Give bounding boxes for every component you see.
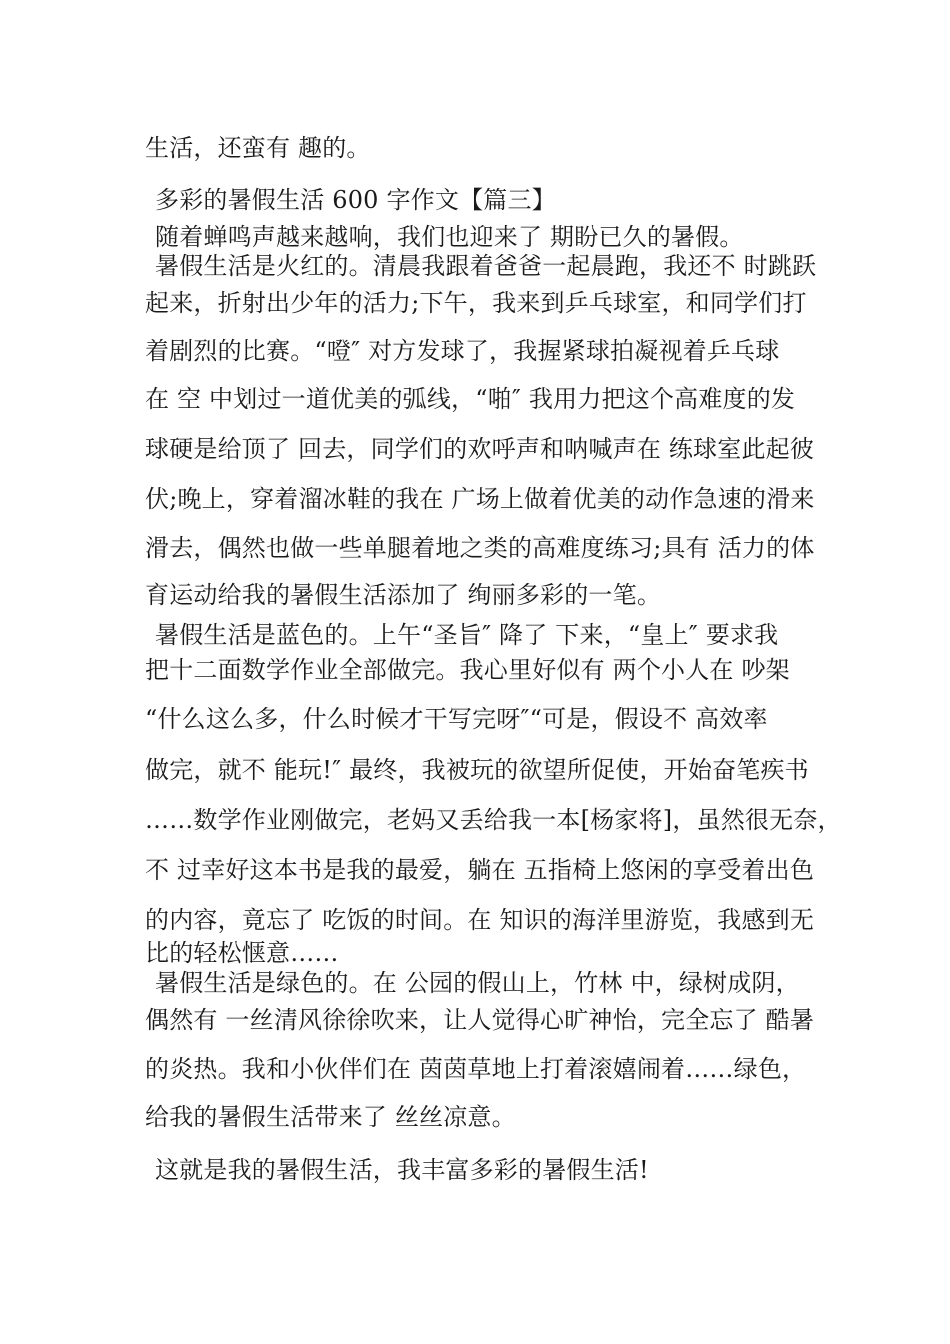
paragraph-line: “什么这么多，什么时候才干写完呀″“可是，假设不 高效率 bbox=[145, 705, 768, 733]
paragraph-line: 比的轻松惬意…… bbox=[145, 939, 339, 967]
paragraph-line: 伏;晚上，穿着溜冰鞋的我在 广场上做着优美的动作急速的滑来 bbox=[145, 485, 815, 513]
paragraph-line: 暑假生活是火红的。清晨我跟着爸爸一起晨跑，我还不 时跳跃 bbox=[155, 252, 817, 280]
paragraph-line: 着剧烈的比赛。“噔″ 对方发球了，我握紧球拍凝视着乒乓球 bbox=[145, 337, 780, 365]
paragraph-line: 暑假生活是蓝色的。上午“圣旨″ 降了 下来，“皇上″ 要求我 bbox=[155, 621, 779, 649]
paragraph-line: 育运动给我的暑假生活添加了 绚丽多彩的一笔。 bbox=[145, 581, 662, 609]
closing-line: 这就是我的暑假生活，我丰富多彩的暑假生活! bbox=[155, 1156, 649, 1184]
paragraph-line: 暑假生活是绿色的。在 公园的假山上，竹林 中，绿树成阴， bbox=[155, 969, 800, 997]
paragraph-line: 做完，就不 能玩!″ 最终，我被玩的欲望所促使，开始奋笔疾书 bbox=[145, 756, 809, 784]
essay-heading: 多彩的暑假生活 600 字作文【篇三】 bbox=[155, 186, 556, 214]
paragraph-line: 随着蝉鸣声越来越响，我们也迎来了 期盼已久的暑假。 bbox=[155, 223, 744, 251]
paragraph-line: 偶然有 一丝清风徐徐吹来，让人觉得心旷神怡，完全忘了 酷暑 bbox=[145, 1006, 815, 1034]
intro-tail-line: 生活，还蛮有 趣的。 bbox=[145, 134, 371, 162]
paragraph-line: 不 过幸好这本书是我的最爱，躺在 五指椅上悠闲的享受着出色 bbox=[145, 856, 815, 884]
paragraph-line: 把十二面数学作业全部做完。我心里好似有 两个小人在 吵架 bbox=[145, 656, 790, 684]
paragraph-line: 球硬是给顶了 回去，同学们的欢呼声和呐喊声在 练球室此起彼 bbox=[145, 435, 815, 463]
paragraph-line: 的内容，竟忘了 吃饭的时间。在 知识的海洋里游览，我感到无 bbox=[145, 906, 815, 934]
paragraph-line: 给我的暑假生活带来了 丝丝凉意。 bbox=[145, 1103, 516, 1131]
paragraph-line: ……数学作业刚做完，老妈又丢给我一本[杨家将]，虽然很无奈， bbox=[145, 806, 842, 834]
paragraph-line: 起来，折射出少年的活力;下午，我来到乒乓球室，和同学们打 bbox=[145, 289, 807, 317]
paragraph-line: 滑去，偶然也做一些单腿着地之类的高难度练习;具有 活力的体 bbox=[145, 534, 815, 562]
paragraph-line: 的炎热。我和小伙伴们在 茵茵草地上打着滚嬉闹着……绿色， bbox=[145, 1055, 807, 1083]
paragraph-line: 在 空 中划过一道优美的弧线，“啪″ 我用力把这个高难度的发 bbox=[145, 385, 796, 413]
